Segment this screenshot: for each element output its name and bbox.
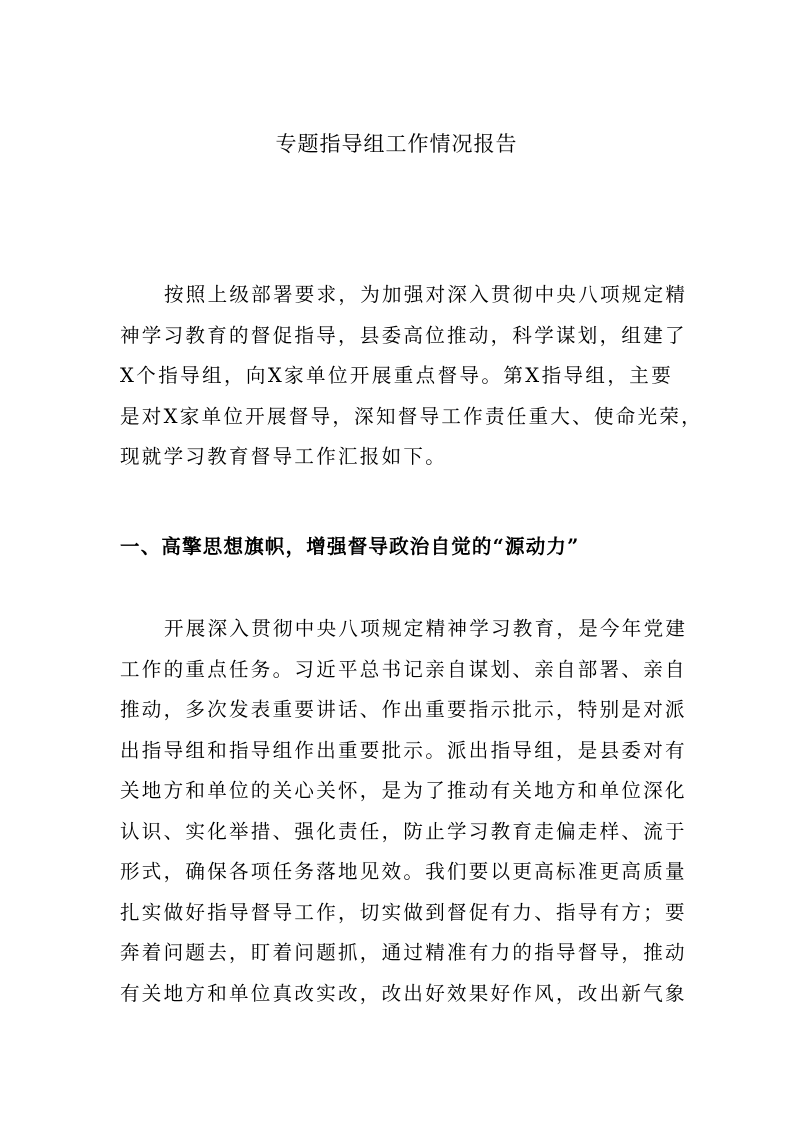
paragraph-line: 推动，多次发表重要讲话、作出重要指示批示，特别是对派 [120,698,687,721]
paragraph-line: 形式，确保各项任务落地见效。我们要以更高标准更高质量 [120,860,687,883]
body-paragraph [120,609,688,1014]
paragraph-line: 扎实做好指导督导工作，切实做到督促有力、指导有方；要 [120,900,687,924]
paragraph-line: 工作的重点任务。习近平总书记亲自谋划、亲自部署、亲自 [120,657,687,681]
section-heading: 一、高擎思想旗帜，增强督导政治自觉的“源动力” [120,535,580,558]
intro-paragraph [120,275,703,478]
paragraph-line: 认识、实化举措、强化责任，防止学习教育走偏走样、流于 [120,819,687,843]
paragraph-line: 现就学习教育督导工作汇报如下。 [120,445,448,468]
paragraph-line: 奔着问题去，盯着问题抓，通过精准有力的指导督导，推动 [120,941,687,964]
paragraph-line: 出指导组和指导组作出重要批示。派出指导组，是县委对有 [120,738,687,762]
paragraph-line: X个指导组，向X家单位开展重点督导。第X指导组，主要 [120,364,673,387]
paragraph-line: 按照上级部署要求，为加强对深入贯彻中央八项规定精 [164,283,688,306]
paragraph-line: 开展深入贯彻中央八项规定精神学习教育，是今年党建 [164,617,688,640]
paragraph-line: 关地方和单位的关心关怀，是为了推动有关地方和单位深化 [120,779,687,802]
paragraph-line: 是对X家单位开展督导，深知督导工作责任重大、使命光荣， [120,404,703,428]
paragraph-line: 有关地方和单位真改实改，改出好效果好作风，改出新气象 [120,981,687,1005]
paragraph-line: 神学习教育的督促指导，县委高位推动，科学谋划，组建了 [120,323,687,347]
document-title: 专题指导组工作情况报告 [275,132,518,156]
